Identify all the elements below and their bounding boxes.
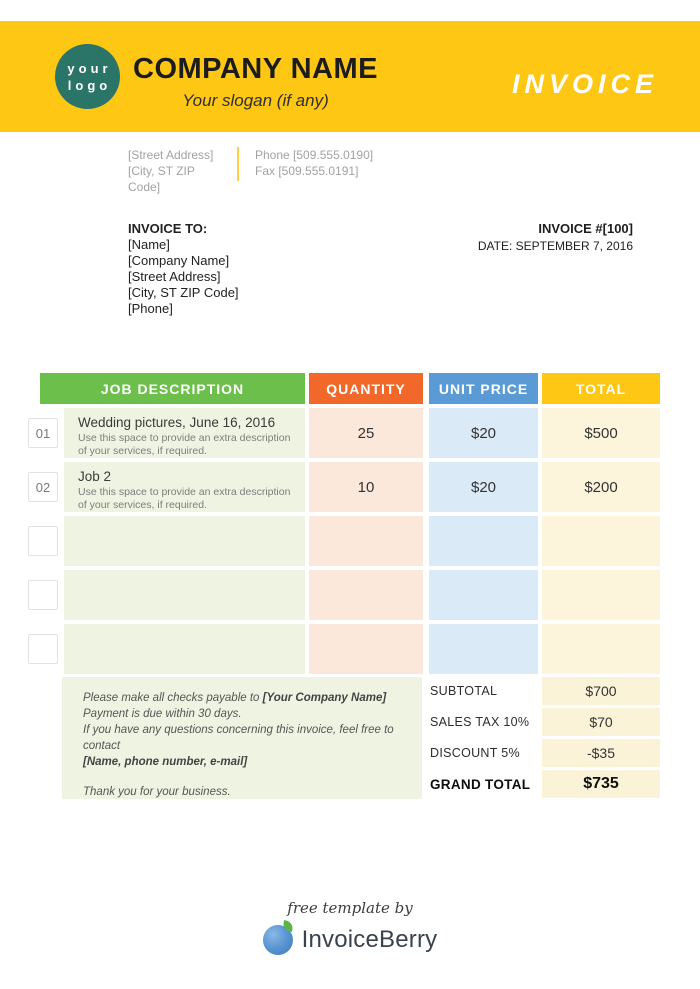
invoice-number: INVOICE #[100] bbox=[538, 221, 633, 236]
subtotal-amount: $700 bbox=[542, 677, 660, 705]
unit-price-cell bbox=[429, 408, 538, 458]
quantity-cell-empty bbox=[309, 516, 423, 566]
job-title: Wedding pictures, June 16, 2016 bbox=[78, 415, 276, 430]
grand-total-label: GRAND TOTAL bbox=[430, 776, 531, 792]
invoice-to-block bbox=[128, 221, 239, 317]
subtotal-label: SUBTOTAL bbox=[430, 684, 498, 698]
total-cell-empty bbox=[542, 624, 660, 674]
job-extra-description: Use this space to provide an extra description of your services, if required. bbox=[78, 486, 291, 511]
invoice-meta bbox=[478, 221, 633, 253]
company-logo bbox=[55, 44, 120, 109]
total-value: $500 bbox=[584, 424, 618, 442]
company-city: [City, ST ZIP Code] bbox=[128, 164, 195, 194]
client-street: [Street Address] bbox=[128, 269, 221, 284]
grand-total-amount: $735 bbox=[542, 770, 660, 798]
company-phone: Phone [509.555.0190] bbox=[255, 148, 374, 162]
row-number-box-empty bbox=[28, 634, 58, 664]
header-job-description: JOB DESCRIPTION bbox=[40, 373, 305, 404]
job-description-cell-empty bbox=[64, 624, 305, 674]
table-row bbox=[35, 462, 660, 512]
quantity-cell bbox=[309, 462, 423, 512]
notes-contact-placeholder: [Name, phone number, e-mail] bbox=[83, 756, 248, 768]
invoiceberry-wordmark: InvoiceBerry bbox=[301, 926, 438, 953]
table-row-empty bbox=[40, 624, 660, 674]
client-company: [Company Name] bbox=[128, 253, 230, 268]
row-number-box-empty bbox=[28, 580, 58, 610]
sales-tax-row bbox=[422, 708, 660, 736]
notes-line-1-text: Please make all checks payable to bbox=[83, 692, 263, 704]
company-fax: Fax [509.555.0191] bbox=[255, 164, 359, 178]
total-cell bbox=[542, 462, 660, 512]
total-cell bbox=[542, 408, 660, 458]
company-block bbox=[133, 53, 378, 111]
subtotal-row bbox=[422, 677, 660, 705]
total-cell-empty bbox=[542, 516, 660, 566]
logo-text-line2: logo bbox=[67, 77, 112, 93]
branding-footer bbox=[0, 899, 700, 955]
table-row bbox=[35, 408, 660, 458]
header-total: TOTAL bbox=[542, 373, 660, 404]
notes-line-1 bbox=[83, 690, 398, 706]
table-row-empty bbox=[40, 570, 660, 620]
unit-price-value: $20 bbox=[470, 424, 497, 442]
client-name: [Name] bbox=[128, 237, 170, 252]
discount-row bbox=[422, 739, 660, 767]
free-template-tagline: free template by bbox=[287, 899, 413, 917]
notes-line-2: Payment is due within 30 days. bbox=[83, 708, 242, 720]
row-number-box: 02 bbox=[28, 472, 58, 502]
sales-tax-amount: $70 bbox=[542, 708, 660, 736]
berry-icon bbox=[263, 925, 293, 955]
job-description-cell-empty bbox=[64, 516, 305, 566]
total-value: $200 bbox=[584, 478, 618, 496]
invoiceberry-logo[interactable] bbox=[0, 925, 700, 955]
company-street: [Street Address] bbox=[128, 148, 214, 162]
quantity-cell-empty bbox=[309, 624, 423, 674]
unit-price-cell bbox=[429, 462, 538, 512]
quantity-value: 25 bbox=[357, 424, 375, 442]
company-contact bbox=[128, 147, 373, 195]
invoice-to-heading: INVOICE TO: bbox=[128, 221, 208, 236]
quantity-value: 10 bbox=[357, 478, 375, 496]
logo-text-line1: your bbox=[67, 60, 112, 76]
total-cell-empty bbox=[542, 570, 660, 620]
summary-section bbox=[62, 677, 660, 801]
items-table-header bbox=[40, 373, 660, 404]
job-description-cell-empty bbox=[64, 570, 305, 620]
notes-company-placeholder: [Your Company Name] bbox=[262, 692, 387, 704]
company-slogan: Your slogan (if any) bbox=[182, 91, 329, 110]
invoice-date: DATE: SEPTEMBER 7, 2016 bbox=[477, 239, 633, 253]
notes-thank-you: Thank you for your business. bbox=[83, 786, 231, 798]
header-band bbox=[0, 21, 700, 132]
notes-line-3: If you have any questions concerning this invoice, feel free to contact bbox=[83, 724, 394, 752]
company-phone-fax bbox=[255, 147, 373, 195]
contact-divider bbox=[237, 147, 239, 181]
discount-amount: -$35 bbox=[542, 739, 660, 767]
company-name: COMPANY NAME bbox=[133, 53, 378, 85]
row-number-box: 01 bbox=[28, 418, 58, 448]
row-number-box-empty bbox=[28, 526, 58, 556]
grand-total-row bbox=[422, 770, 660, 798]
discount-label: DISCOUNT 5% bbox=[430, 746, 520, 760]
invoice-title: INVOICE bbox=[511, 69, 658, 99]
sales-tax-label: SALES TAX 10% bbox=[430, 715, 530, 729]
job-description-cell bbox=[64, 462, 305, 512]
client-phone: [Phone] bbox=[128, 301, 173, 316]
job-title: Job 2 bbox=[78, 469, 112, 484]
job-extra-description: Use this space to provide an extra description of your services, if required. bbox=[78, 432, 291, 457]
totals-block bbox=[422, 677, 660, 801]
job-description-cell bbox=[64, 408, 305, 458]
company-address bbox=[128, 147, 229, 195]
quantity-cell bbox=[309, 408, 423, 458]
unit-price-cell-empty bbox=[429, 516, 538, 566]
table-row-empty bbox=[40, 516, 660, 566]
client-city: [City, ST ZIP Code] bbox=[128, 285, 239, 300]
quantity-cell-empty bbox=[309, 570, 423, 620]
notes-spacer bbox=[83, 770, 398, 784]
items-table bbox=[35, 373, 660, 674]
header-quantity: QUANTITY bbox=[309, 373, 423, 404]
header-unit-price: UNIT PRICE bbox=[429, 373, 538, 404]
unit-price-value: $20 bbox=[470, 478, 497, 496]
payment-notes bbox=[62, 677, 422, 799]
unit-price-cell-empty bbox=[429, 624, 538, 674]
unit-price-cell-empty bbox=[429, 570, 538, 620]
